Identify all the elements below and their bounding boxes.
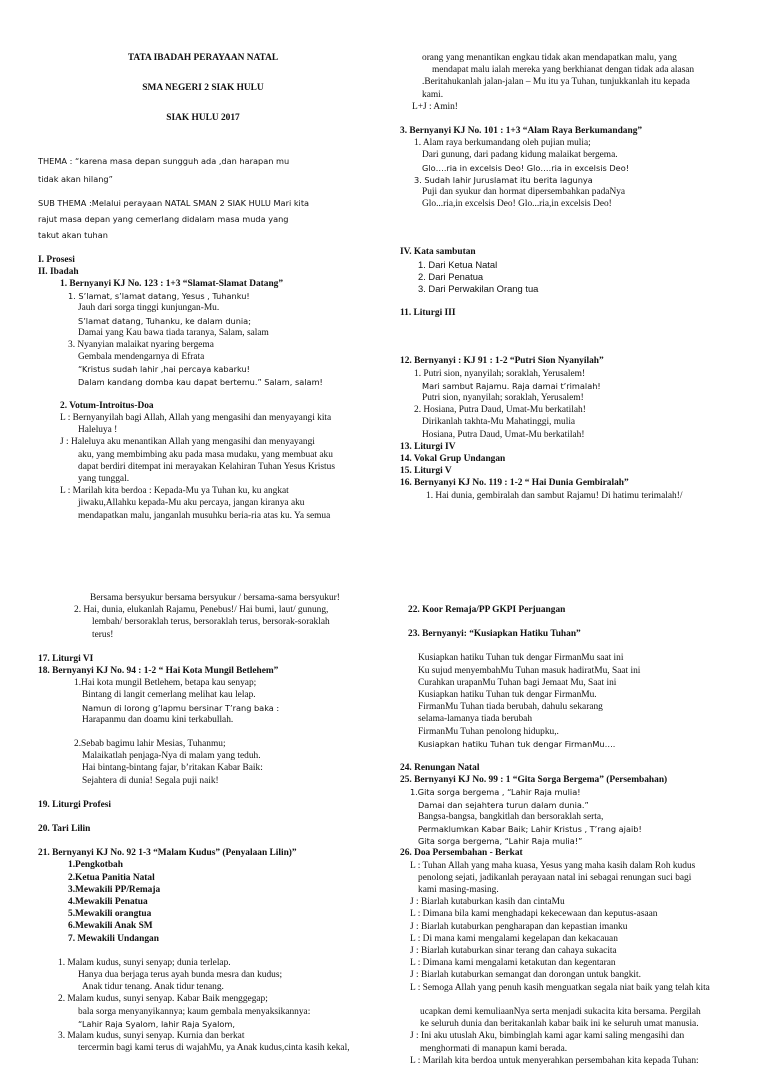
section-heading: II. Ibadah (38, 266, 79, 277)
lyric-line: Damai dan sejahtera turun dalam dunia.” (418, 799, 589, 810)
school-name: SMA NEGERI 2 SIAK HULU (142, 83, 264, 94)
song-heading: 16. Bernyanyi KJ No. 119 : 1-2 “ Hai Dunia Gembiralah” (400, 478, 629, 489)
page-bottom-right (400, 604, 745, 1066)
prayer-line: L : Tuhan Allah yang maha kuasa, Yesus yang maha kasih dalam Roh kudus (410, 860, 696, 871)
lyric-line: Dari gunung, dari padang kidung malaikat bergema. (422, 150, 618, 161)
lyric-line: bala sorga menyanyikannya; kaum gembala menyaksikannya: (78, 1006, 311, 1017)
lyric-line: terus! (92, 629, 114, 640)
liturgy-line: orang yang menantikan engkau tidak akan mendapatkan malu, yang (422, 53, 677, 63)
program-item: 22. Koor Remaja/PP GKPI Perjuangan (408, 605, 566, 615)
prayer-line: L : Marilah kita berdoa untuk menyerahkan persembahan kita kepada Tuhan: (410, 1055, 699, 1066)
lyric-line: Putri sion, nyanyilah; soraklah, Yerusalem! (422, 393, 584, 404)
lyric-line: Anak tidur tenang. Anak tidur tenang. (82, 982, 224, 993)
lyric-line: Permaklumkan Kabar Baik; Lahir Kristus , T’rang ajaib! (418, 824, 642, 835)
prayer-line: kami masing-masing. (418, 885, 499, 896)
lyric-line: lembah/ bersoraklah terus, bersoraklah terus, bersorak-soraklah (92, 617, 330, 628)
lyric-line: “Kristus sudah lahir ,hai percaya kabarku! (78, 364, 250, 375)
liturgy-line: mendapat malu ialah mereka yang berkhianat dengan tidak ada alasan (432, 65, 695, 76)
prayer-line: L : Di mana kami mengalami kegelapan dan kekacauan (410, 933, 618, 944)
prayer-line: L : Dimana kami mengalami ketakutan dan kegentaran (410, 958, 616, 969)
candle-list-item: 4.Mewakili Penatua (68, 897, 148, 908)
lyric-line: Hai bintang-bintang fajar, b’ritakan Kabar Baik: (82, 763, 263, 774)
candle-list-item: 2.Ketua Panitia Natal (68, 872, 155, 883)
theme-line: tidak akan hilang” (38, 173, 113, 184)
speech-item: 3. Dari Perwakilan Orang tua (418, 283, 539, 295)
liturgy-line: jiwaku,Allahku kepada-Mu aku percaya, jangan kiranya aku (78, 498, 305, 509)
lyric-line: 2. Hai, dunia, elukanlah Rajamu, Penebus!/ Hai bumi, laut/ gunung, (74, 605, 329, 616)
lyric-line: 1. Putri sion, nyanyilah; soraklah, Yerusalem! (414, 368, 586, 379)
lyric-line: Gembala mendengarnya di Efrata (78, 352, 205, 363)
candle-list-item: 3.Mewakili PP/Remaja (68, 884, 161, 895)
lyric-line: Sejahtera di dunia! Segala puji naik! (82, 775, 219, 786)
lyric-line: Dirikanlah takhta-Mu Mahatinggi, mulia (422, 417, 576, 428)
lyric-line: Namun di lorong g’lapmu bersinar T’rang baka : (82, 702, 280, 713)
liturgy-line: kami. (422, 89, 444, 100)
lyric-line: Hanya dua berjaga terus ayah bunda mesra dan kudus; (78, 970, 283, 981)
lyric-line: 3. Sudah lahir Juruslamat itu berita lagunya (414, 174, 593, 185)
program-item: 19. Liturgi Profesi (38, 799, 111, 810)
lyric-line: tercermin bagi kami terus di wajahMu, ya Anak kudus,cinta kasih kekal, (78, 1043, 350, 1054)
lyric-line: Mari sambut Rajamu. Raja damai t’rimalah! (422, 380, 601, 391)
lyric-line: Dalam kandang domba kau dapat bertemu.” Salam, salam! (78, 376, 323, 387)
liturgy-line: Haleluya ! (78, 425, 118, 436)
lyric-line: Hosiana, Putra Daud, Umat-Mu berkatilah! (422, 429, 585, 440)
candle-list-item: 7. Mewakili Undangan (68, 933, 159, 944)
liturgy-line: .Beritahukanlah jalan-jalan – Mu itu ya Tuhan, tunjukkanlah itu kepada (422, 77, 690, 88)
lyric-line: Kusiapkan hatiku Tuhan tuk dengar FirmanMu saat ini (418, 653, 624, 664)
speech-item: 2. Dari Penatua (418, 270, 484, 282)
song-heading: 3. Bernyanyi KJ No. 101 : 1+3 “Alam Raya Berkumandang” (400, 126, 643, 137)
lyric-line: Kusiapkan hatiku Tuhan tuk dengar FirmanMu…. (418, 738, 616, 749)
candle-list-item: 5.Mewakili orangtua (68, 909, 152, 920)
prayer-line: L : Semoga Allah yang penuh kasih menguatkan segala niat baik yang telah kita (410, 982, 710, 993)
lyric-line: 1. Hai dunia, gembiralah dan sambut Rajamu! Di hatimu terimalah!/ (426, 490, 683, 501)
lyric-line: Kusiapkan hatiku Tuhan tuk dengar FirmanMu. (418, 690, 597, 701)
liturgy-line: mendapatkan malu, janganlah musuhku beria-ria atas ku. Ya semua (78, 510, 331, 521)
liturgy-line: L : Bernyanyilah bagi Allah, Allah yang mengasihi dan menyayangi kita (60, 413, 332, 424)
lyric-line: FirmanMu Tuhan tiada berubah, dahulu sekarang (418, 702, 603, 713)
prayer-line: penolong sejati, jadikanlah perayaan natal ini sebagai renungan suci bagi (418, 872, 692, 883)
speech-item: 1. Dari Ketua Natal (418, 258, 498, 270)
subtheme-line: rajut masa depan yang cemerlang didalam masa muda yang (38, 214, 289, 225)
program-item: 17. Liturgi VI (38, 653, 94, 664)
song-heading: 1. Bernyanyi KJ No. 123 : 1+3 “Slamat-Slamat Datang” (60, 279, 284, 290)
song-heading: 23. Bernyanyi: “Kusiapkan Hatiku Tuhan” (408, 629, 581, 640)
song-heading: 25. Bernyanyi KJ No. 99 : 1 “Gita Sorga Bergema” (Persembahan) (400, 775, 668, 786)
lyric-line: Bersama bersyukur bersama bersyukur / bersama-sama bersyukur! (90, 593, 340, 603)
song-heading: 18. Bernyanyi KJ No. 94 : 1-2 “ Hai Kota Mungil Betlehem” (38, 666, 279, 677)
program-item: 20. Tari Lilin (38, 824, 91, 835)
doc-title: TATA IBADAH PERAYAAN NATAL (127, 53, 279, 63)
liturgy-line: yang tunggal. (78, 474, 130, 485)
section-heading: 11. Liturgi III (400, 308, 456, 319)
section-heading: 2. Votum-Introitus-Doa (60, 400, 154, 411)
liturgy-line: dapat berdiri ditempat ini merayakan Kelahiran Tuhan Yesus Kristus (78, 461, 335, 472)
lyric-line: Damai yang Kau bawa tiada taranya, Salam, salam (78, 327, 269, 338)
page-bottom-left (38, 592, 373, 1054)
lyric-line: Ku sujud menyembahMu Tuhan masuk hadiratMu, Saat ini (418, 665, 641, 676)
page-top-left (38, 52, 368, 521)
lyric-line: 3. Malam kudus, sunyi senyap. Kurnia dan berkat (58, 1031, 245, 1042)
prayer-line: ke seluruh dunia dan beritakanlah kabar baik ini ke seluruh umat manusia. (420, 1019, 699, 1030)
song-heading: 21. Bernyanyi KJ No. 92 1-3 “Malam Kudus” (Penyalaan Lilin)” (38, 848, 297, 859)
lyric-line: 1. Malam kudus, sunyi senyap; dunia terlelap. (58, 957, 231, 968)
program-item: 13. Liturgi IV (400, 441, 456, 452)
song-heading: 12. Bernyanyi : KJ 91 : 1-2 “Putri Sion Nyanyilah” (400, 356, 604, 367)
lyric-line: FirmanMu Tuhan penolong hidupku,. (418, 726, 559, 737)
lyric-line: 1. Alam raya berkumandang oleh pujian mulia; (414, 138, 591, 149)
lyric-line: Puji dan syukur dan hormat dipersembahkan padaNya (422, 187, 626, 198)
lyric-line: Curahkan urapanMu Tuhan bagi Jemaat Mu, Saat ini (418, 677, 617, 688)
section-heading: I. Prosesi (38, 254, 75, 265)
lyric-line: Malaikatlah penjaga-Nya di malam yang teduh. (82, 751, 261, 762)
program-item: 15. Liturgi V (400, 466, 452, 477)
lyric-line: Bangsa-bangsa, bangkitlah dan bersoraklah serta, (418, 811, 604, 822)
prayer-line: ucapkan demi kemuliaanNya serta menjadi sukacita kita bersama. Pergilah (420, 1006, 701, 1017)
lyric-line: Jauh dari sorga tinggi kunjungan-Mu. (78, 303, 220, 314)
lyric-line: 2. Hosiana, Putra Daud, Umat-Mu berkatilah! (414, 405, 586, 416)
lyric-line: 1. S’lamat, s’lamat datang, Yesus , Tuhanku! (68, 291, 250, 302)
prayer-line: J : Biarlah kutaburkan pengharapan dan kepastian imanku (410, 921, 628, 932)
lyric-line: “Lahir Raja Syalom, lahir Raja Syalom, (78, 1018, 236, 1029)
lyric-line: Bintang di langit cemerlang melihat kau lelap. (82, 690, 256, 701)
lyric-line: selama-lamanya tiada berubah (418, 714, 533, 725)
lyric-line: Gita sorga bergema, “Lahir Raja mulia!” (418, 836, 583, 847)
lyric-line: 3. Nyanyian malaikat nyaring bergema (68, 340, 214, 351)
lyric-line: 2.Sebab bagimu lahir Mesias, Tuhanmu; (74, 739, 226, 750)
candle-list-item: 1.Pengkotbah (68, 860, 123, 871)
lyric-line: S’lamat datang, Tuhanku, ke dalam dunia; (78, 315, 251, 326)
lyric-line: 1.Gita sorga bergema , “Lahir Raja mulia! (410, 787, 581, 798)
section-heading: IV. Kata sambutan (400, 247, 476, 258)
program-item: 14. Vokal Grup Undangan (400, 454, 506, 465)
theme-line: THEMA : “karena masa depan sungguh ada ,dan harapan mu (38, 155, 290, 166)
page-top-right (400, 52, 745, 504)
lyric-line: Harapanmu dan doamu kini terkabullah. (82, 714, 234, 725)
subtheme-line: takut akan tuhan (38, 230, 108, 241)
liturgy-line: L : Marilah kita berdoa : Kepada-Mu ya Tuhan ku, ku angkat (60, 486, 289, 497)
liturgy-line: aku, yang membimbing aku pada masa mudaku, yang membuat aku (78, 449, 333, 460)
prayer-line: J : Biarlah kutaburkan kasih dan cintaMu (410, 897, 565, 908)
candle-list-item: 6.Mewakili Anak SM (68, 921, 153, 932)
lyric-line: 1.Hai kota mungil Betlehem, betapa kau senyap; (74, 678, 257, 689)
lyric-line: 2. Malam kudus, sunyi senyap. Kabar Baik menggegap; (58, 994, 268, 1005)
subtheme-line: SUB THEMA :Melalui perayaan NATAL SMAN 2 SIAK HULU Mari kita (38, 198, 310, 209)
lyric-line: Glo...ria,in excelsis Deo! Glo...ria,in excelsis Deo! (422, 199, 612, 210)
lyric-line: Glo….ria in excelsis Deo! Glo….ria in excelsis Deo! (422, 162, 629, 173)
program-item: 24. Renungan Natal (400, 763, 480, 774)
liturgy-line: J : Haleluya aku menantikan Allah yang mengasihi dan menyayangi (60, 437, 315, 448)
amen-line: L+J : Amin! (412, 101, 458, 112)
prayer-line: J : Biarlah kutaburkan sinar terang dan cahaya sukacita (410, 946, 617, 957)
prayer-line: L : Dimana bila kami menghadapi kekecewaan dan keputus-asaan (410, 909, 658, 920)
prayer-line: menghormati di manapun kami berada. (420, 1043, 568, 1054)
prayer-line: J : Biarlah kutaburkan semangat dan dorongan untuk bangkit. (410, 970, 641, 981)
program-item: 26. Doa Persembahan - Berkat (400, 848, 523, 859)
prayer-line: J : Ini aku utuslah Aku, bimbinglah kami agar kami saling mengasihi dan (410, 1031, 685, 1042)
place-year: SIAK HULU 2017 (166, 113, 240, 124)
